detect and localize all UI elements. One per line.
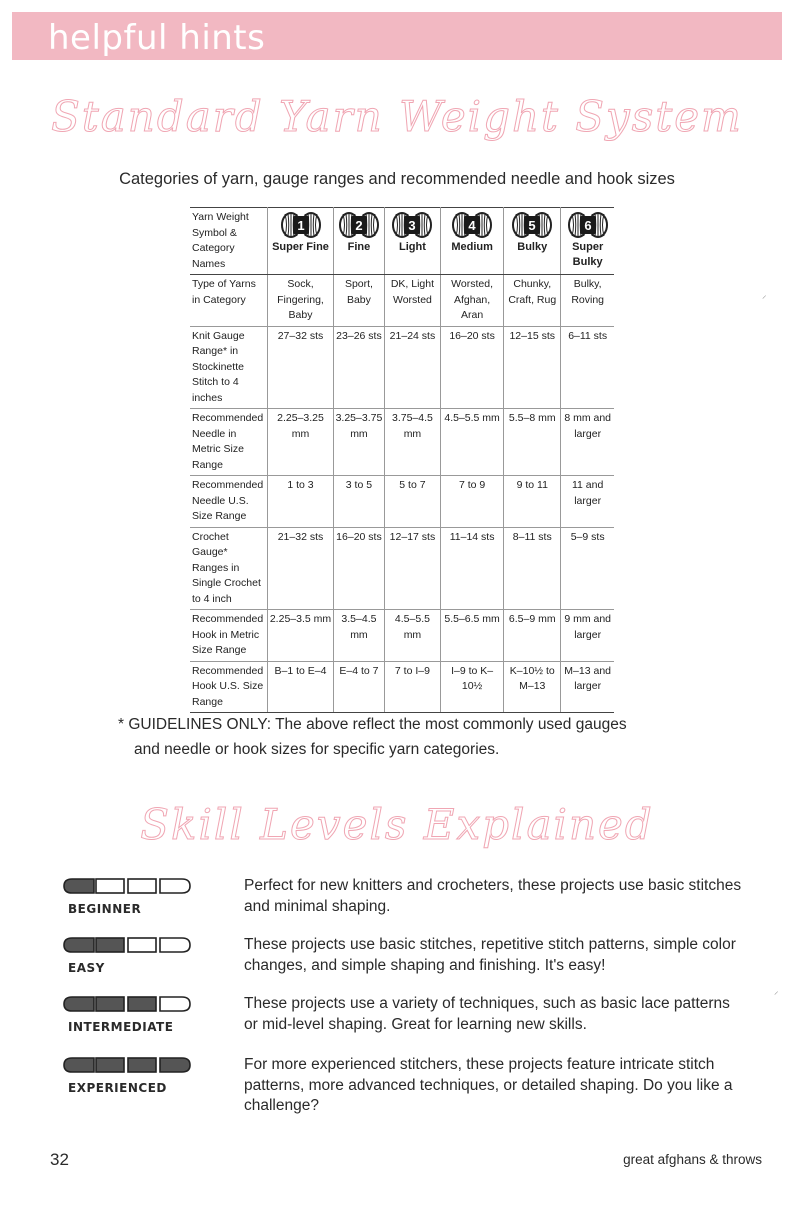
category-name: Super Fine (272, 241, 329, 253)
skill-level-label: BEGINNER (68, 902, 142, 916)
yarn-weight-1-icon (281, 210, 321, 240)
yarn-weight-table (190, 207, 614, 713)
table-cell: 8 mm and larger (561, 409, 614, 476)
skill-level-meter-icon (62, 935, 192, 955)
yarn-weight-number: 5 (528, 218, 536, 233)
filled-segment (96, 1058, 124, 1072)
skill-level-intermediate (62, 994, 742, 1054)
table-cell: 5.5–6.5 mm (441, 610, 504, 662)
category-header-5 (504, 208, 561, 275)
note-line-1: * GUIDELINES ONLY: The above reflect the most commonly used gauges (118, 716, 627, 733)
table-cell: 16–20 sts (334, 527, 385, 610)
note-line-2: and needle or hook sizes for specific yarn categories. (134, 741, 500, 758)
skill-level-meter-icon (62, 876, 192, 896)
category-name: Light (399, 241, 426, 253)
skill-level-easy (62, 935, 742, 995)
yarn-weight-4-icon (452, 210, 492, 240)
table-cell: 3.5–4.5 mm (334, 610, 385, 662)
yarn-weight-number: 4 (468, 218, 476, 233)
yarn-weight-6-icon (568, 210, 608, 240)
table-cell: 4.5–5.5 mm (441, 409, 504, 476)
table-cell: 27–32 sts (268, 326, 334, 409)
table-cell: 5 to 7 (384, 476, 440, 528)
guidelines-note (118, 712, 718, 762)
skill-section-title: Skill Levels Explained (140, 800, 654, 849)
filled-segment (160, 1058, 190, 1072)
table-row (190, 476, 614, 528)
filled-segment (128, 997, 156, 1011)
category-name: Bulky (517, 241, 548, 253)
empty-segment (96, 879, 124, 893)
table-cell: DK, Light Worsted (384, 275, 440, 327)
row-label: Recommended Hook U.S. Size Range (190, 661, 268, 713)
table-cell: 6.5–9 mm (504, 610, 561, 662)
table-cell: 11 and larger (561, 476, 614, 528)
category-header-3 (384, 208, 440, 275)
table-row (190, 610, 614, 662)
skill-level-label: EXPERIENCED (68, 1081, 167, 1095)
table-cell: 21–24 sts (384, 326, 440, 409)
skill-level-meter-icon (62, 1055, 192, 1075)
table-cell: 1 to 3 (268, 476, 334, 528)
table-cell: 5.5–8 mm (504, 409, 561, 476)
row-label: Type of Yarns in Category (190, 275, 268, 327)
table-cell: B–1 to E–4 (268, 661, 334, 713)
table-row (190, 661, 614, 713)
category-header-4 (441, 208, 504, 275)
filled-segment (64, 879, 94, 893)
row-label: Recommended Needle in Metric Size Range (190, 409, 268, 476)
empty-segment (160, 997, 190, 1011)
skill-level-description: Perfect for new knitters and crocheters, these projects use basic stitches and minimal shaping. (244, 877, 742, 915)
table-cell: 7 to 9 (441, 476, 504, 528)
table-cell: 23–26 sts (334, 326, 385, 409)
category-header-6 (561, 208, 614, 275)
table-cell: 6–11 sts (561, 326, 614, 409)
yarn-weight-5-icon (512, 210, 552, 240)
yarn-weight-number: 2 (355, 218, 363, 233)
skill-level-description: For more experienced stitchers, these projects feature intricate stitch patterns, more advanced techniques, or detailed shaping. Do you like a challenge? (244, 1056, 733, 1114)
empty-segment (128, 938, 156, 952)
filled-segment (64, 938, 94, 952)
book-title: great afghans & throws (623, 1152, 762, 1167)
table-cell: 3 to 5 (334, 476, 385, 528)
table-cell: 21–32 sts (268, 527, 334, 610)
table-cell: 12–17 sts (384, 527, 440, 610)
banner-title: helpful hints (48, 18, 266, 58)
table-cell: 11–14 sts (441, 527, 504, 610)
skill-level-experienced (62, 1055, 742, 1115)
empty-segment (160, 879, 190, 893)
yarn-section-title: Standard Yarn Weight System (51, 92, 743, 141)
table-cell: 2.25–3.25 mm (268, 409, 334, 476)
table-cell: 3.75–4.5 mm (384, 409, 440, 476)
yarn-weight-number: 1 (296, 218, 305, 233)
yarn-weight-number: 6 (584, 218, 592, 233)
category-header-2 (334, 208, 385, 275)
table-cell: 12–15 sts (504, 326, 561, 409)
category-name: Medium (451, 241, 493, 253)
table-cell: Sport, Baby (334, 275, 385, 327)
category-name: Fine (347, 241, 371, 253)
table-header-row (190, 208, 614, 275)
table-row (190, 409, 614, 476)
table-cell: Worsted, Afghan, Aran (441, 275, 504, 327)
table-row (190, 527, 614, 610)
filled-segment (128, 1058, 156, 1072)
row-label: Knit Gauge Range* in Stockinette Stitch to 4 inches (190, 326, 268, 409)
skill-level-beginner (62, 876, 742, 936)
skill-level-label: INTERMEDIATE (68, 1020, 174, 1034)
table-cell: Sock, Fingering, Baby (268, 275, 334, 327)
yarn-weight-2-icon (339, 210, 379, 240)
table-cell: 16–20 sts (441, 326, 504, 409)
table-cell: Chunky, Craft, Rug (504, 275, 561, 327)
row-label: Crochet Gauge* Ranges in Single Crochet to 4 inch (190, 527, 268, 610)
table-cell: 9 mm and larger (561, 610, 614, 662)
skill-level-description: These projects use a variety of techniques, such as basic lace patterns or mid-level shaping. Great for learning new skills. (244, 995, 730, 1033)
filled-segment (96, 938, 124, 952)
yarn-section-subtitle: Categories of yarn, gauge ranges and recommended needle and hook sizes (119, 170, 675, 188)
table-cell: 9 to 11 (504, 476, 561, 528)
section-banner (12, 12, 782, 60)
table-cell: K–10½ to M–13 (504, 661, 561, 713)
skill-level-description: These projects use basic stitches, repetitive stitch patterns, simple color changes, and simple shaping and finishing. It's easy! (244, 936, 736, 974)
category-header-1 (268, 208, 334, 275)
empty-segment (128, 879, 156, 893)
table-cell: 5–9 sts (561, 527, 614, 610)
table-cell: 2.25–3.5 mm (268, 610, 334, 662)
table-cell: 3.25–3.75 mm (334, 409, 385, 476)
page-number: 32 (50, 1150, 69, 1169)
table-cell: 7 to I–9 (384, 661, 440, 713)
yarn-weight-number: 3 (408, 218, 417, 233)
row-label: Recommended Hook in Metric Size Range (190, 610, 268, 662)
table-row (190, 275, 614, 327)
skill-level-meter-icon (62, 994, 192, 1014)
category-name: Super Bulky (572, 241, 604, 268)
yarn-weight-3-icon (392, 210, 432, 240)
skill-level-label: EASY (68, 961, 105, 975)
table-cell: I–9 to K–10½ (441, 661, 504, 713)
table-row (190, 326, 614, 409)
table-cell: Bulky, Roving (561, 275, 614, 327)
table-cell: 8–11 sts (504, 527, 561, 610)
table-cell: E–4 to 7 (334, 661, 385, 713)
filled-segment (64, 1058, 94, 1072)
filled-segment (64, 997, 94, 1011)
row-label: Recommended Needle U.S. Size Range (190, 476, 268, 528)
header-label: Yarn Weight Symbol & Category Names (190, 208, 268, 275)
table-cell: 4.5–5.5 mm (384, 610, 440, 662)
filled-segment (96, 997, 124, 1011)
empty-segment (160, 938, 190, 952)
table-cell: M–13 and larger (561, 661, 614, 713)
